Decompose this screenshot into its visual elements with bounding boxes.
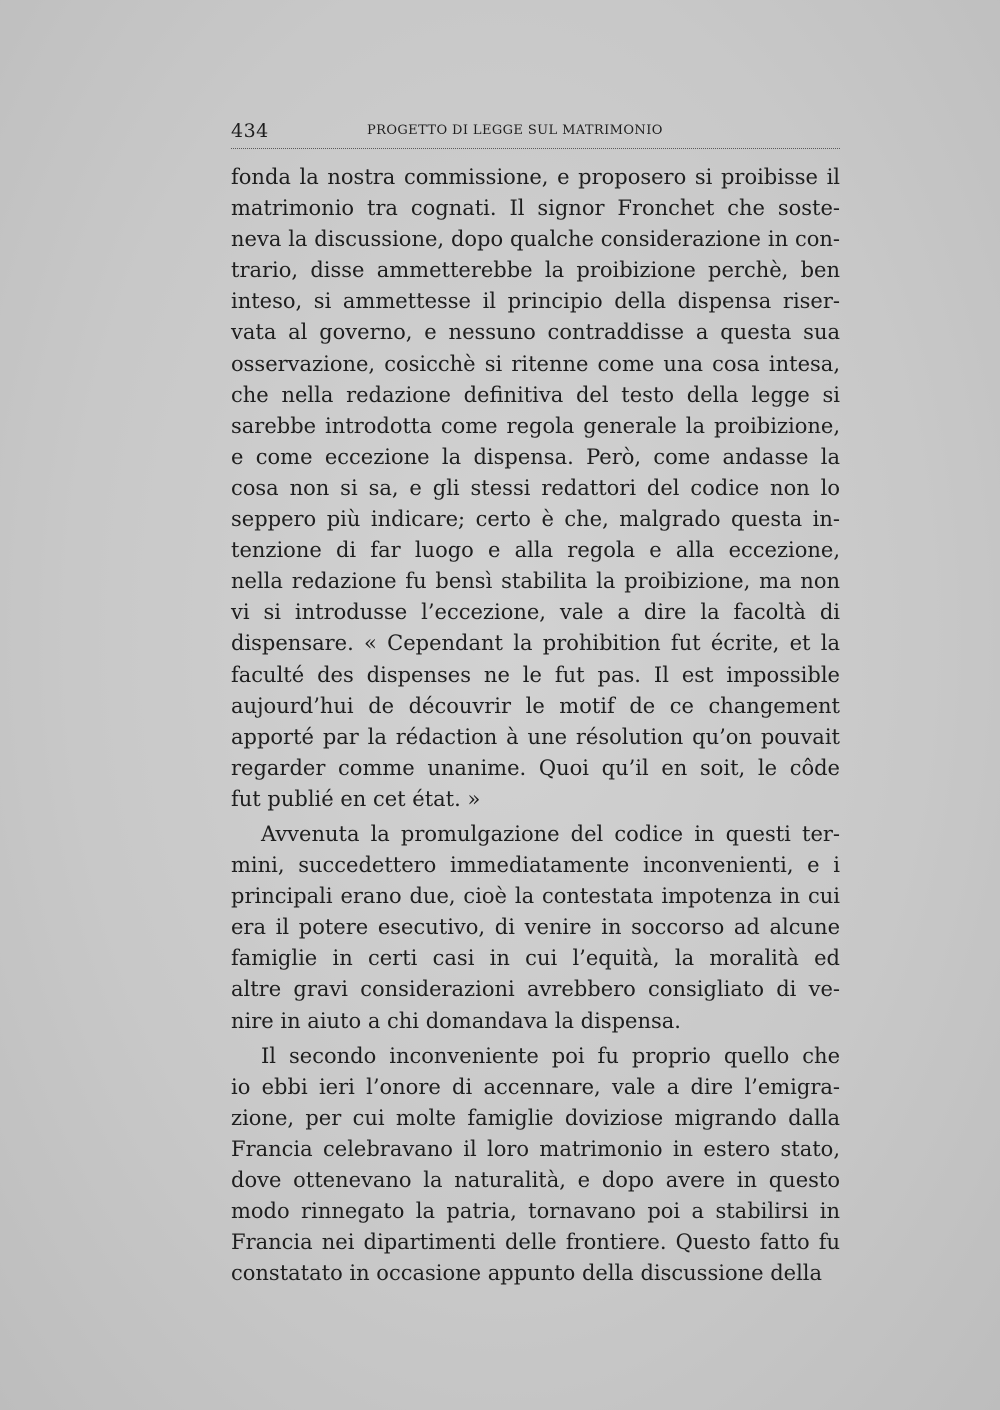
text-line: fut publié en cet état. » [231,786,481,811]
text-line: io ebbi ieri l’onore di accennare, vale a dire l’emigra- [231,1074,840,1099]
text-line: altre gravi considerazioni avrebbero consigliato di ve- [231,977,840,1002]
text-line: Francia nei dipartimenti delle frontiere. Questo fatto fu [231,1230,840,1255]
text-line: seppero più indicare; certo è che, malgrado questa in- [231,507,840,532]
text-line: osservazione, cosicchè si ritenne come una cosa intesa, [231,351,840,376]
text-line: vata al governo, e nessuno contraddisse a questa sua [231,320,840,345]
text-line: regarder comme unanime. Quoi qu’il en soit, le côde [231,755,840,780]
text-line: aujourd’hui de découvrir le motif de ce changement [231,693,840,718]
text-line: fonda la nostra commissione, e proposero si proibisse il [231,165,840,189]
text-line: Avvenuta la promulgazione del codice in questi ter- [261,821,840,846]
text-line: tenzione di far luogo e alla regola e alla eccezione, [231,538,840,563]
text-line: constatato in occasione appunto della discussione della [231,1261,823,1286]
text-line: zione, per cui molte famiglie doviziose migrando dalla [231,1105,840,1130]
paragraph [231,819,840,1037]
text-line: Il secondo inconveniente poi fu proprio quello che [261,1043,840,1068]
running-title: PROGETTO DI LEGGE SUL MATRIMONIO [367,123,663,138]
text-line: inteso, si ammettesse il principio della dispensa riser- [231,289,840,314]
text-line: sarebbe introdotta come regola generale la proibizione, [231,413,840,438]
text-line: dispensare. « Cependant la prohibition fut écrite, et la [231,631,840,656]
text-line: cosa non si sa, e gli stessi redattori del codice non lo [231,475,840,500]
text-line: trario, disse ammetterebbe la proibizione perchè, ben [231,258,840,283]
text-line: Francia celebravano il loro matrimonio in estero stato, [231,1136,840,1161]
text-line: apporté par la rédaction à une résolution qu’on pouvait [231,724,840,749]
text-line: famiglie in certi casi in cui l’equità, la moralità ed [231,946,840,971]
text-line: faculté des dispenses ne le fut pas. Il est impossible [231,662,840,687]
text-line: dove ottenevano la naturalità, e dopo avere in questo [231,1168,840,1192]
text-line: nella redazione fu bensì stabilita la proibizione, ma non [231,569,840,594]
text-line: matrimonio tra cognati. Il signor Fronchet che soste- [231,196,840,221]
text-line: neva la discussione, dopo qualche considerazione in con- [231,227,840,252]
text-line: e come eccezione la dispensa. Però, come andasse la [231,444,840,469]
text-line: vi si introdusse l’eccezione, vale a dire la facoltà di [231,600,840,625]
text-line: che nella redazione definitiva del testo della legge si [231,382,840,407]
body-text [231,162,840,1289]
paragraph [231,1041,840,1290]
text-line: nire in aiuto a chi domandava la dispensa. [231,1008,681,1033]
page-header [231,120,840,149]
paragraph [231,162,840,815]
text-line: era il potere esecutivo, di venire in soccorso ad alcune [231,915,840,940]
page-number: 434 [231,120,269,142]
text-line: principali erano due, cioè la contestata impotenza in cui [231,884,840,909]
text-line: modo rinnegato la patria, tornavano poi a stabilirsi in [231,1199,840,1224]
text-line: mini, succedettero immediatamente inconvenienti, e i [231,853,840,878]
